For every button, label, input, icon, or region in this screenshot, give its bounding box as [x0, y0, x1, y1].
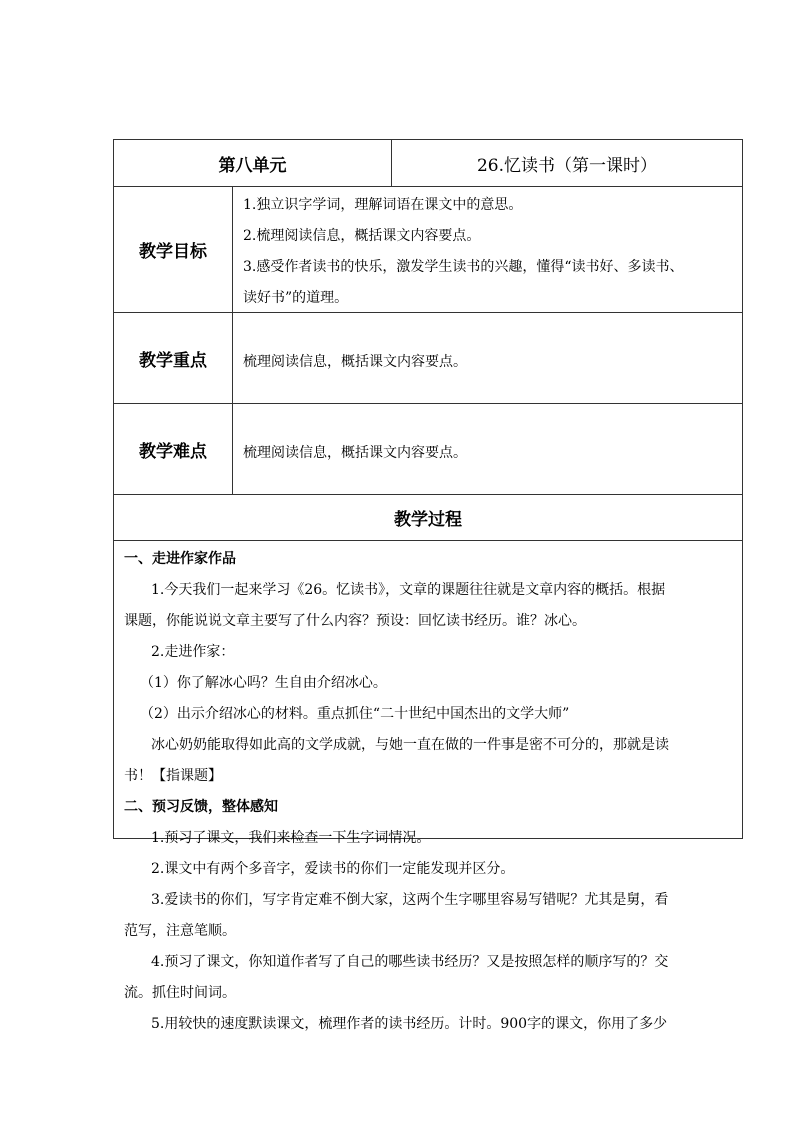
- process-line: （1）你了解冰心吗？生自由介绍冰心。: [140, 675, 387, 691]
- process-line: （2）出示介绍冰心的材料。重点抓住“二十世纪中国杰出的文学大师”: [140, 706, 570, 722]
- lesson-plan-table: [113, 139, 743, 1032]
- process-line: 书！【指课题】: [124, 768, 222, 784]
- difficulties-label: 教学难点: [139, 441, 207, 462]
- process-line: 1.预习了课文，我们来检查一下生字词情况。: [151, 830, 431, 846]
- difficulties-content: [233, 404, 742, 494]
- process-line: 5.用较快的速度默读课文，梳理作者的读书经历。计时。900字的课文，你用了多少: [151, 1016, 668, 1032]
- key-points-text: 梳理阅读信息，概括课文内容要点。: [243, 354, 467, 370]
- process-line: 流。抓住时间词。: [124, 985, 236, 1001]
- objective-line: 2.梳理阅读信息，概括课文内容要点。: [243, 228, 481, 244]
- process-line: 4.预习了课文，你知道作者写了自己的哪些读书经历？又是按照怎样的顺序写的？交: [151, 954, 669, 970]
- process-line: 冰心奶奶能取得如此高的文学成就，与她一直在做的一件事是密不可分的，那就是读: [151, 737, 669, 753]
- objective-line: 读好书”的道理。: [243, 290, 349, 306]
- unit-title: 第八单元: [218, 155, 287, 176]
- process-line: 2.课文中有两个多音字，爱读书的你们一定能发现并区分。: [151, 861, 515, 877]
- key-points-label: 教学重点: [139, 350, 207, 371]
- process-line: 2.走进作家：: [151, 644, 235, 660]
- key-points-content: [233, 313, 742, 403]
- objectives-label: 教学目标: [139, 242, 207, 262]
- objective-line: 3.感受作者读书的快乐，激发学生读书的兴趣，懂得“读书好、多读书、: [243, 259, 684, 275]
- process-line: 1.今天我们一起来学习《26。忆读书》，文章的课题往往就是文章内容的概括。根据: [151, 582, 666, 598]
- process-line: 3.爱读书的你们，写字肯定难不倒大家，这两个生字哪里容易写错呢？尤其是舅，看: [151, 892, 669, 908]
- process-content: [114, 541, 742, 1032]
- process-title: 教学过程: [394, 510, 462, 530]
- difficulties-text: 梳理阅读信息，概括课文内容要点。: [243, 445, 467, 461]
- process-line: 课题，你能说说文章主要写了什么内容？预设：回忆读书经历。谁？冰心。: [124, 613, 586, 629]
- lesson-title: 26.忆读书（第一课时）: [476, 155, 658, 176]
- objective-line: 1.独立识字学词，理解词语在课文中的意思。: [243, 197, 523, 213]
- section-heading: 二、预习反馈，整体感知: [124, 799, 278, 815]
- section-heading: 一、走进作家作品: [124, 551, 236, 567]
- process-line: 范写，注意笔顺。: [124, 923, 236, 939]
- objectives-content: [233, 187, 742, 312]
